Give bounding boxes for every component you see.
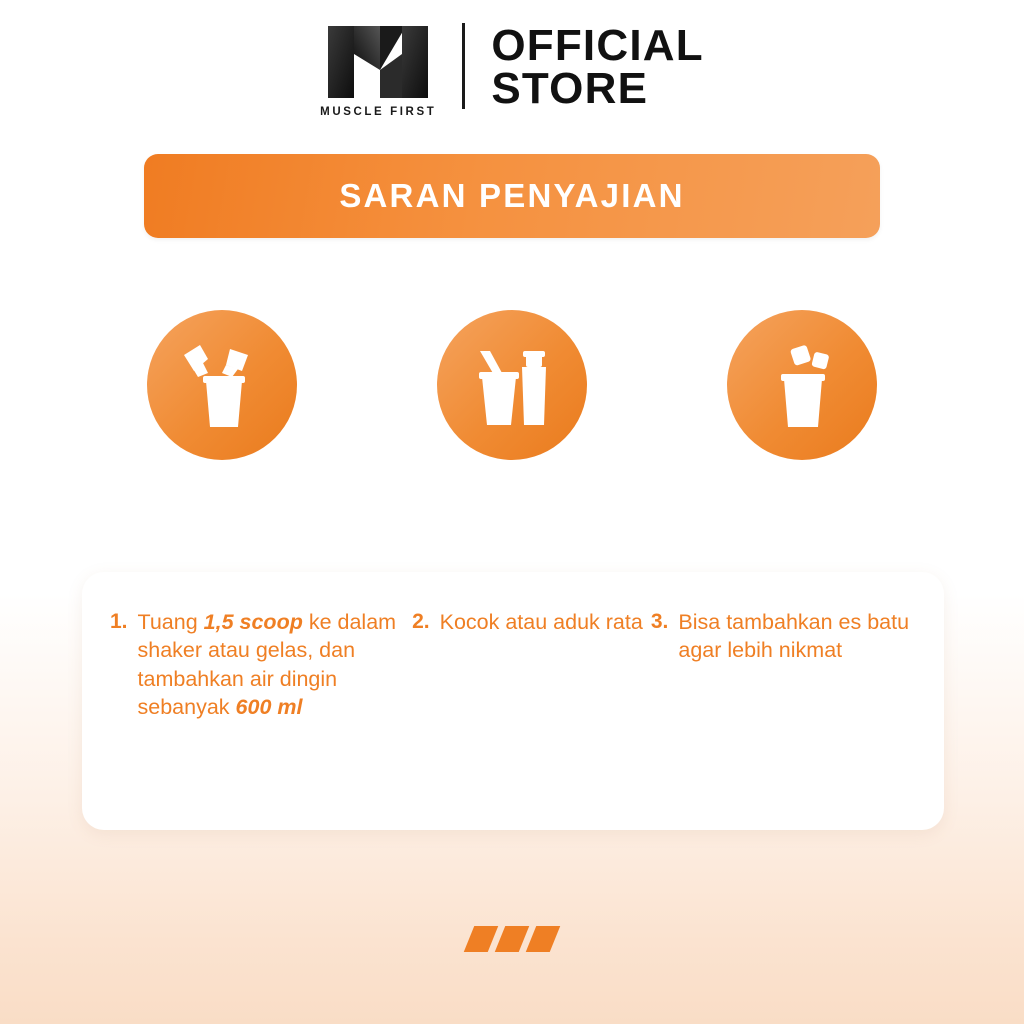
step-number: 2. [412, 610, 430, 633]
official-line-2: STORE [491, 64, 649, 113]
shaker-and-cup-icon [437, 310, 587, 460]
instruction-step-3 [651, 608, 914, 830]
step-text-part: ke dalam shaker atau gelas, dan tambahkan air dingin sebanyak [137, 610, 397, 720]
page-title: SARAN PENYAJIAN [339, 177, 685, 214]
step-text: Kocok atau aduk rata [439, 610, 643, 634]
section-title-banner [144, 154, 880, 238]
instructions-card [82, 572, 944, 830]
brand-wordmark: MUSCLE FIRST [320, 106, 437, 118]
brand-logo [320, 24, 436, 118]
step-text: Bisa tambahkan es batu agar lebih nikmat [678, 610, 910, 663]
step-text-emphasis: 1,5 scoop [203, 610, 303, 634]
step-text-part: Tuang [137, 610, 204, 634]
official-store-text [491, 20, 704, 113]
official-line-1: OFFICIAL [491, 20, 704, 70]
instruction-step-2 [412, 608, 651, 830]
instruction-step-1 [110, 608, 412, 830]
stripe [495, 926, 530, 952]
ice-cubes-into-cup-icon [727, 310, 877, 460]
step-text-emphasis: 600 ml [235, 695, 303, 720]
header-divider [462, 23, 465, 109]
muscle-first-m-logo-icon [324, 24, 432, 100]
stripe [464, 926, 499, 952]
brand-header [0, 0, 1024, 120]
step-number: 3. [650, 610, 669, 633]
step-icons-row [0, 310, 1024, 460]
step-number: 1. [110, 610, 128, 633]
step-text [138, 608, 413, 722]
scoop-pour-into-cup-icon [147, 310, 297, 460]
footer-stripes [0, 926, 1024, 952]
stripe [526, 926, 561, 952]
